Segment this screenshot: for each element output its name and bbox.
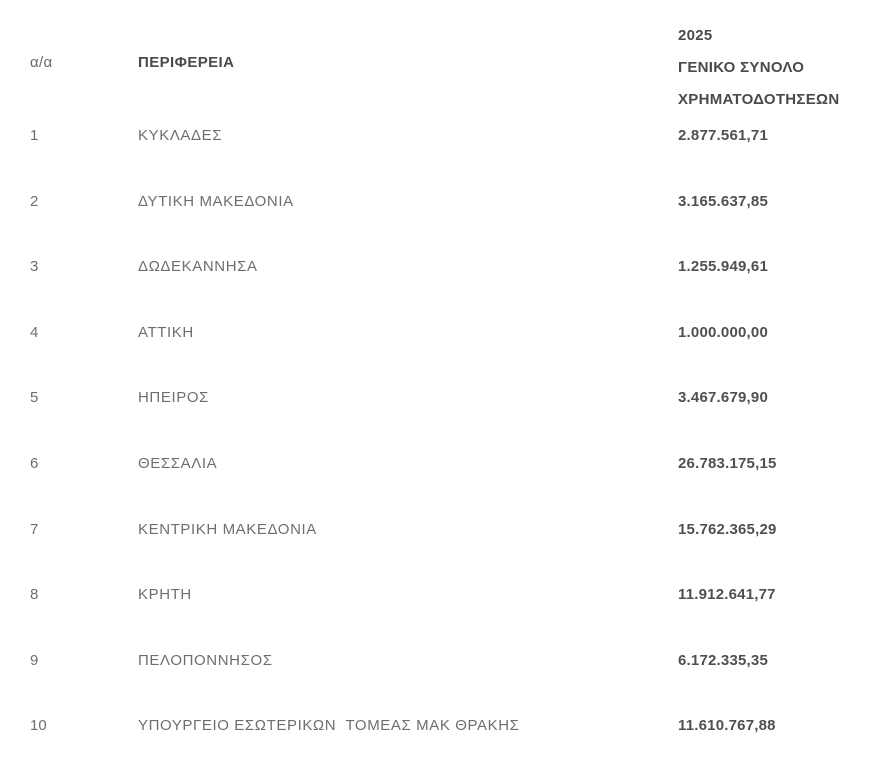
row-index: 8 — [30, 586, 39, 604]
table-row — [0, 389, 880, 455]
table-header — [0, 0, 880, 110]
row-amount: 11.610.767,88 — [678, 717, 776, 735]
row-amount: 2.877.561,71 — [678, 127, 768, 144]
row-index: 1 — [30, 127, 39, 144]
table-row — [0, 586, 880, 652]
row-region: ΚΡΗΤΗ — [138, 586, 192, 604]
row-index: 9 — [30, 651, 39, 669]
row-amount: 1.000.000,00 — [678, 323, 768, 341]
row-region: ΑΤΤΙΚΗ — [138, 323, 194, 341]
table-row — [0, 455, 880, 521]
row-region: ΔΥΤΙΚΗ ΜΑΚΕΔΟΝΙΑ — [138, 192, 294, 210]
row-amount: 3.467.679,90 — [678, 389, 768, 407]
row-amount: 11.912.641,77 — [678, 586, 776, 604]
row-amount: 6.172.335,35 — [678, 651, 768, 669]
header-amount — [678, 20, 840, 116]
row-region: ΗΠΕΙΡΟΣ — [138, 389, 209, 407]
row-region: ΚΥΚΛΑΔΕΣ — [138, 127, 223, 144]
table-row — [0, 652, 880, 718]
row-region: ΔΩΔΕΚΑΝΝΗΣΑ — [138, 258, 258, 276]
header-region: ΠΕΡΙΦΕΡΕΙΑ — [138, 54, 235, 71]
header-amount-line1: ΓΕΝΙΚΟ ΣΥΝΟΛΟ — [678, 59, 805, 76]
row-index: 6 — [30, 454, 39, 472]
row-region: ΚΕΝΤΡΙΚΗ ΜΑΚΕΔΟΝΙΑ — [138, 520, 317, 538]
table-row — [0, 324, 880, 390]
table-body — [0, 127, 880, 783]
row-region: ΘΕΣΣΑΛΙΑ — [138, 454, 218, 472]
row-index: 5 — [30, 389, 39, 407]
row-amount: 26.783.175,15 — [678, 454, 777, 472]
row-index: 4 — [30, 323, 39, 341]
row-amount: 3.165.637,85 — [678, 192, 768, 210]
table-row — [0, 193, 880, 259]
row-region: ΠΕΛΟΠΟΝΝΗΣΟΣ — [138, 651, 273, 669]
table-row — [0, 127, 880, 193]
table-row — [0, 521, 880, 587]
row-region: ΥΠΟΥΡΓΕΙΟ ΕΣΩΤΕΡΙΚΩΝ ΤΟΜΕΑΣ ΜΑΚ ΘΡΑΚΗΣ — [138, 717, 520, 735]
row-index: 7 — [30, 520, 39, 538]
row-index: 2 — [30, 192, 39, 210]
row-amount: 1.255.949,61 — [678, 258, 768, 276]
row-amount: 15.762.365,29 — [678, 520, 777, 538]
row-index: 10 — [30, 717, 47, 735]
header-amount-line2: ΧΡΗΜΑΤΟΔΟΤΗΣΕΩΝ — [678, 91, 840, 108]
table-row — [0, 258, 880, 324]
header-amount-year: 2025 — [678, 27, 713, 44]
header-index: α/α — [30, 54, 53, 71]
table-row — [0, 717, 880, 783]
row-index: 3 — [30, 258, 39, 276]
